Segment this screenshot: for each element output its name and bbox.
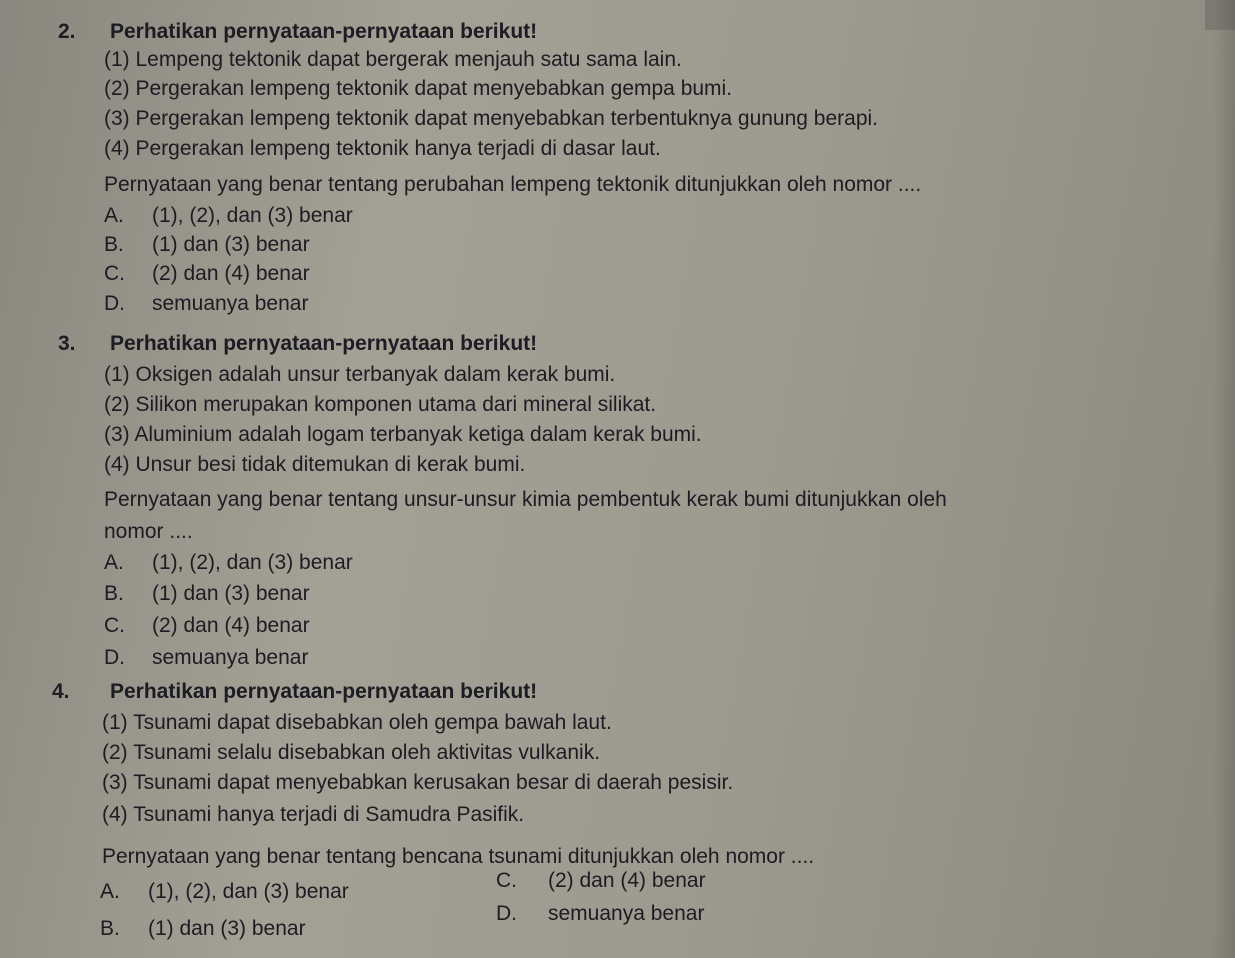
option-letter: B. bbox=[104, 582, 124, 605]
option-text: (2) dan (4) benar bbox=[152, 614, 310, 637]
option-b bbox=[104, 233, 310, 257]
option-text: (1), (2), dan (3) benar bbox=[152, 551, 353, 574]
option-text: (1), (2), dan (3) benar bbox=[152, 204, 353, 227]
option-letter: C. bbox=[104, 614, 125, 637]
option-letter: B. bbox=[100, 917, 120, 940]
option-a bbox=[100, 880, 349, 904]
option-text: (1) dan (3) benar bbox=[152, 582, 310, 605]
question-number: 4. bbox=[52, 680, 70, 703]
statement: (1) Lempeng tektonik dapat bergerak menjauh satu sama lain. bbox=[104, 48, 682, 71]
option-a bbox=[104, 551, 353, 575]
question-number: 2. bbox=[58, 20, 76, 43]
option-text: semuanya benar bbox=[548, 902, 705, 925]
option-text: semuanya benar bbox=[152, 292, 309, 315]
statement: (4) Tsunami hanya terjadi di Samudra Pasifik. bbox=[102, 803, 525, 826]
option-text: semuanya benar bbox=[152, 646, 309, 669]
statement: (4) Unsur besi tidak ditemukan di kerak bumi. bbox=[104, 453, 526, 476]
option-d bbox=[104, 292, 308, 316]
option-b bbox=[104, 582, 310, 606]
option-text: (1) dan (3) benar bbox=[152, 233, 310, 256]
option-text: (2) dan (4) benar bbox=[152, 262, 310, 285]
option-text: (1), (2), dan (3) benar bbox=[148, 880, 349, 903]
question-prompt: Perhatikan pernyataan-pernyataan berikut! bbox=[110, 332, 538, 355]
option-letter: D. bbox=[104, 292, 125, 315]
statement: (3) Tsunami dapat menyebabkan kerusakan besar di daerah pesisir. bbox=[102, 771, 734, 794]
option-letter: C. bbox=[496, 869, 517, 892]
option-c bbox=[104, 262, 310, 286]
statement: (3) Pergerakan lempeng tektonik dapat menyebabkan terbentuknya gunung berapi. bbox=[104, 107, 879, 130]
option-letter: A. bbox=[104, 551, 124, 574]
statement: (2) Silikon merupakan komponen utama dari mineral silikat. bbox=[104, 393, 657, 416]
option-letter: B. bbox=[104, 233, 124, 256]
statement: (2) Pergerakan lempeng tektonik dapat menyebabkan gempa bumi. bbox=[104, 77, 733, 100]
option-d bbox=[104, 646, 308, 670]
option-letter: C. bbox=[104, 262, 125, 285]
statement: (4) Pergerakan lempeng tektonik hanya terjadi di dasar laut. bbox=[104, 137, 661, 160]
question-prompt: Perhatikan pernyataan-pernyataan berikut! bbox=[110, 680, 538, 703]
statement: (2) Tsunami selalu disebabkan oleh aktivitas vulkanik. bbox=[102, 741, 601, 764]
option-a bbox=[104, 204, 353, 228]
question-number: 3. bbox=[58, 332, 76, 355]
option-letter: A. bbox=[100, 880, 120, 903]
option-b bbox=[100, 917, 306, 941]
option-text: (2) dan (4) benar bbox=[548, 869, 706, 892]
question-text: Pernyataan yang benar tentang bencana tsunami ditunjukkan oleh nomor .... bbox=[102, 845, 815, 868]
page-edge-shadow bbox=[1213, 0, 1235, 958]
option-letter: A. bbox=[104, 204, 124, 227]
statement: (1) Tsunami dapat disebabkan oleh gempa bawah laut. bbox=[102, 711, 612, 734]
question-text: Pernyataan yang benar tentang perubahan lempeng tektonik ditunjukkan oleh nomor .... bbox=[104, 173, 922, 196]
option-c bbox=[496, 869, 706, 893]
question-text: nomor .... bbox=[104, 520, 193, 543]
question-text: Pernyataan yang benar tentang unsur-unsur kimia pembentuk kerak bumi ditunjukkan oleh bbox=[104, 488, 947, 511]
question-prompt: Perhatikan pernyataan-pernyataan berikut! bbox=[110, 20, 538, 43]
option-letter: D. bbox=[496, 902, 517, 925]
option-text: (1) dan (3) benar bbox=[148, 917, 306, 940]
option-d bbox=[496, 902, 704, 926]
option-letter: D. bbox=[104, 646, 125, 669]
option-c bbox=[104, 614, 310, 638]
statement: (3) Aluminium adalah logam terbanyak ketiga dalam kerak bumi. bbox=[104, 423, 702, 446]
statement: (1) Oksigen adalah unsur terbanyak dalam kerak bumi. bbox=[104, 363, 616, 386]
